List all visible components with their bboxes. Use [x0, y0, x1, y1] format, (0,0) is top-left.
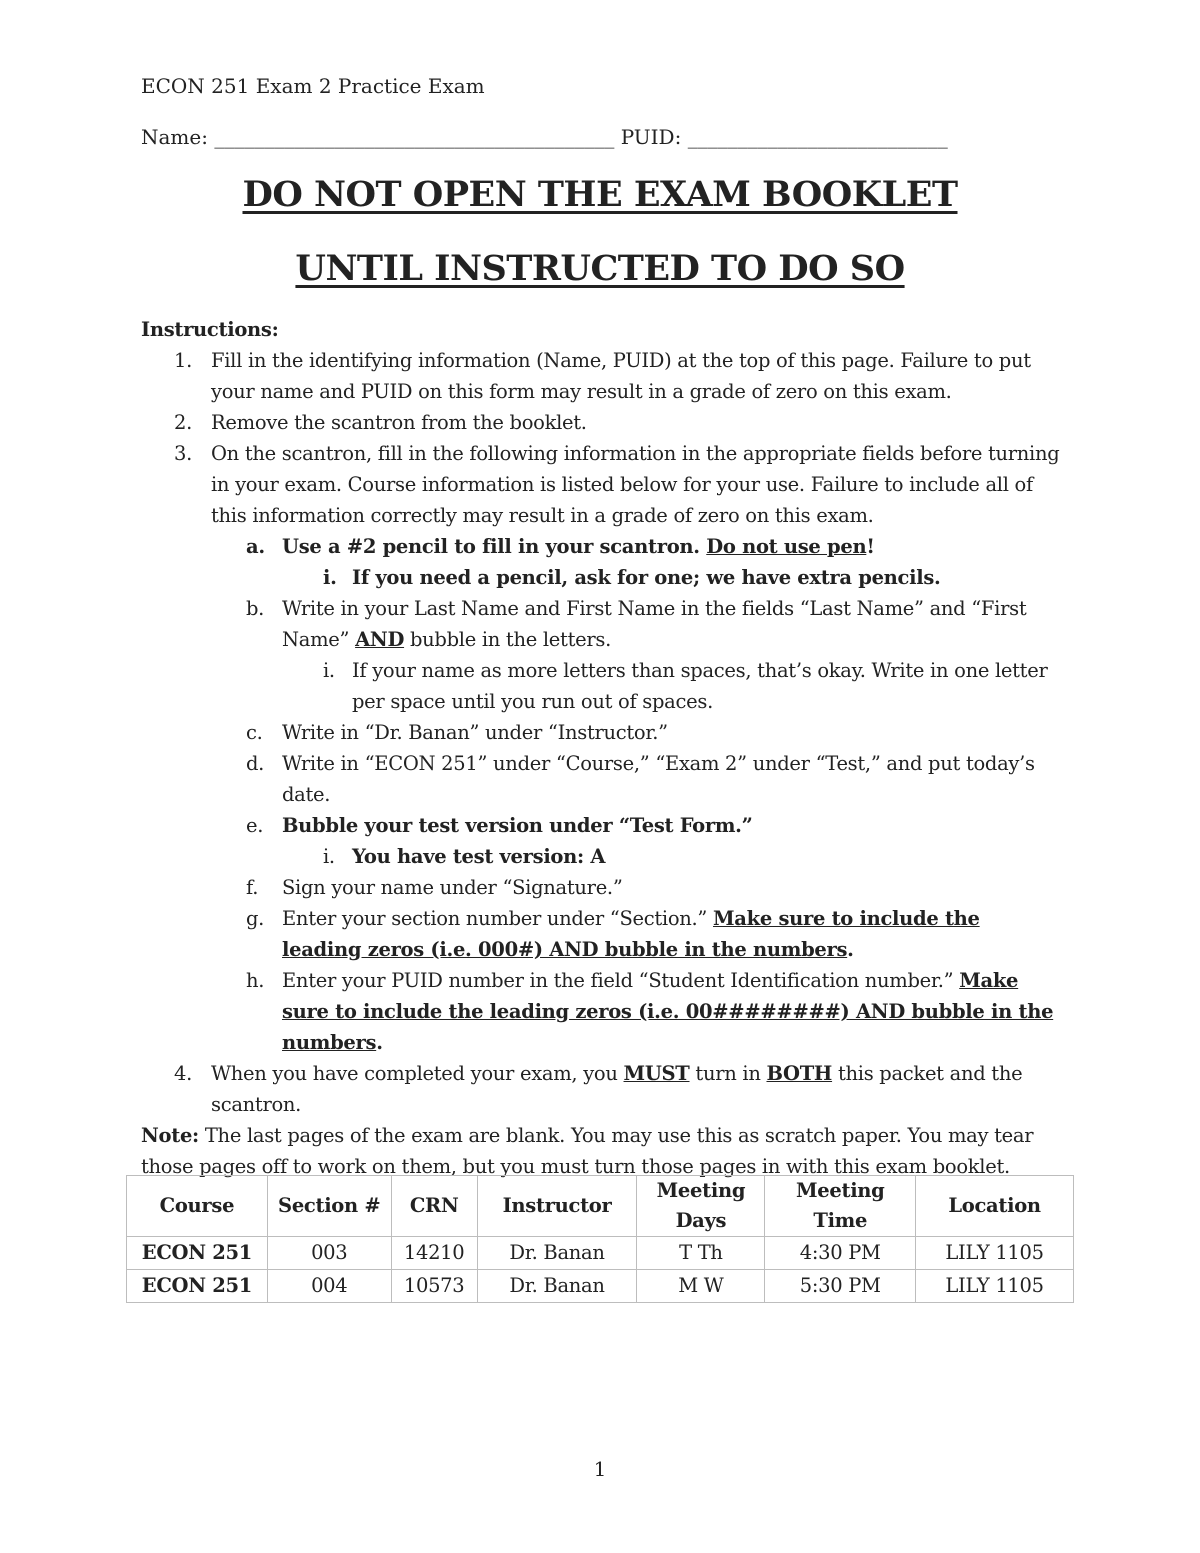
warning-banner-line2: UNTIL INSTRUCTED TO DO SO [295, 248, 905, 289]
item-marker: a. [246, 535, 265, 558]
item-text: Use a #2 pencil to fill in your scantron. [282, 535, 707, 558]
item-text: turn in [689, 1062, 767, 1085]
name-label: Name: [141, 125, 208, 149]
instruction-subitem-h [141, 965, 1061, 1058]
cell-course: ECON 251 [127, 1270, 268, 1303]
cell-time: 4:30 PM [765, 1237, 916, 1270]
item-marker: i. [323, 845, 335, 868]
and-emphasis: AND [355, 628, 405, 651]
warning-banner-line1: DO NOT OPEN THE EXAM BOOKLET [242, 174, 958, 215]
item-text: this packet and the scantron. [211, 1062, 1023, 1116]
item-marker: c. [246, 721, 263, 744]
item-text: Write in “Dr. Banan” under “Instructor.” [282, 721, 668, 744]
note-label: Note: [141, 1124, 199, 1147]
item-tail: . [376, 1031, 383, 1054]
item-marker: i. [323, 659, 335, 682]
instructions-section [141, 314, 1061, 1182]
instruction-subitem-b-i [141, 655, 1061, 717]
cell-crn: 14210 [391, 1237, 477, 1270]
name-field[interactable]: ________________________________________ [214, 125, 615, 149]
cell-section: 004 [267, 1270, 391, 1303]
item-text: If you need a pencil, ask for one; we have extra pencils. [352, 566, 941, 589]
cell-crn: 10573 [391, 1270, 477, 1303]
instruction-item-3 [141, 438, 1061, 531]
instruction-subitem-g [141, 903, 1061, 965]
header-meeting-days: Meeting Days [637, 1176, 765, 1237]
instruction-subitem-f [141, 872, 1061, 903]
instruction-item-1 [141, 345, 1061, 407]
instruction-subitem-c [141, 717, 1061, 748]
instruction-subitem-a-i [141, 562, 1061, 593]
header-section: Section # [267, 1176, 391, 1237]
page-number: 1 [593, 1457, 607, 1481]
item-marker: 1. [174, 349, 193, 372]
cell-instructor: Dr. Banan [477, 1237, 637, 1270]
instruction-subitem-e-i [141, 841, 1061, 872]
item-marker: 3. [174, 442, 193, 465]
item-text: Fill in the identifying information (Name, PUID) at the top of this page. Failure to put your name and PUID on this form may result in a grade of zero on this exam. [211, 349, 1031, 403]
no-pen-emphasis: Do not use pen [706, 535, 867, 558]
note-text: The last pages of the exam are blank. You may use this as scratch paper. You may tear those pages off to work on them, but you must turn those pages in with this exam booklet. [141, 1124, 1034, 1178]
item-text: Enter your section number under “Section.” [282, 907, 714, 930]
item-marker: 4. [174, 1062, 193, 1085]
note-paragraph [141, 1120, 1061, 1182]
instruction-subitem-e [141, 810, 1061, 841]
cell-location: LILY 1105 [916, 1270, 1074, 1303]
item-text: Remove the scantron from the booklet. [211, 411, 587, 434]
item-marker: f. [246, 876, 259, 899]
item-text: Write in your Last Name and First Name in the fields “Last Name” and “First Name” [282, 597, 1027, 651]
instruction-item-4 [141, 1058, 1061, 1120]
item-marker: i. [323, 566, 337, 589]
table-row [127, 1270, 1074, 1303]
puid-field[interactable]: __________________________ [687, 125, 948, 149]
table-header-row [127, 1176, 1074, 1237]
item-marker: g. [246, 907, 265, 930]
item-text: Sign your name under “Signature.” [282, 876, 623, 899]
cell-section: 003 [267, 1237, 391, 1270]
exam-title: ECON 251 Exam 2 Practice Exam [141, 74, 485, 98]
item-text: On the scantron, fill in the following information in the appropriate fields before turning in your exam. Course information is listed below for your use. Failure to include all of this information correctly may result in a grade of zero on this exam. [211, 442, 1060, 527]
table-row [127, 1237, 1074, 1270]
instructions-heading: Instructions: [141, 318, 279, 341]
instruction-subitem-b [141, 593, 1061, 655]
cell-time: 5:30 PM [765, 1270, 916, 1303]
item-text: When you have completed your exam, you [211, 1062, 624, 1085]
cell-location: LILY 1105 [916, 1237, 1074, 1270]
instruction-subitem-d [141, 748, 1061, 810]
header-location: Location [916, 1176, 1074, 1237]
item-tail: ! [866, 535, 875, 558]
instruction-subitem-a [141, 531, 1061, 562]
section-leading-zeros-emphasis: Make sure to include the leading zeros (i.e. 000#) AND bubble in the numbers [282, 907, 980, 961]
item-text: Enter your PUID number in the field “Student Identification number.” [282, 969, 960, 992]
item-text: Write in “ECON 251” under “Course,” “Exam 2” under “Test,” and put today’s date. [282, 752, 1035, 806]
item-tail: . [847, 938, 854, 961]
header-meeting-time: Meeting Time [765, 1176, 916, 1237]
puid-label: PUID: [620, 125, 682, 149]
header-crn: CRN [391, 1176, 477, 1237]
item-marker: h. [246, 969, 265, 992]
cell-course: ECON 251 [127, 1237, 268, 1270]
item-text: Bubble your test version under “Test Form.” [282, 814, 753, 837]
must-emphasis: MUST [623, 1062, 690, 1085]
item-marker: d. [246, 752, 265, 775]
instruction-item-2 [141, 407, 1061, 438]
cell-instructor: Dr. Banan [477, 1270, 637, 1303]
header-course: Course [127, 1176, 268, 1237]
course-info-table [126, 1175, 1074, 1303]
cell-days: M W [637, 1270, 765, 1303]
header-instructor: Instructor [477, 1176, 637, 1237]
item-marker: b. [246, 597, 265, 620]
name-puid-line [141, 123, 948, 151]
item-marker: 2. [174, 411, 193, 434]
item-marker: e. [246, 814, 264, 837]
item-tail: bubble in the letters. [404, 628, 611, 651]
both-emphasis: BOTH [766, 1062, 833, 1085]
item-text: You have test version: A [352, 845, 606, 868]
cell-days: T Th [637, 1237, 765, 1270]
puid-leading-zeros-emphasis: Make sure to include the leading zeros (i.e. 00########) AND bubble in the numbers [282, 969, 1054, 1054]
item-text: If your name as more letters than spaces, that’s okay. Write in one letter per space until you run out of spaces. [352, 659, 1048, 713]
